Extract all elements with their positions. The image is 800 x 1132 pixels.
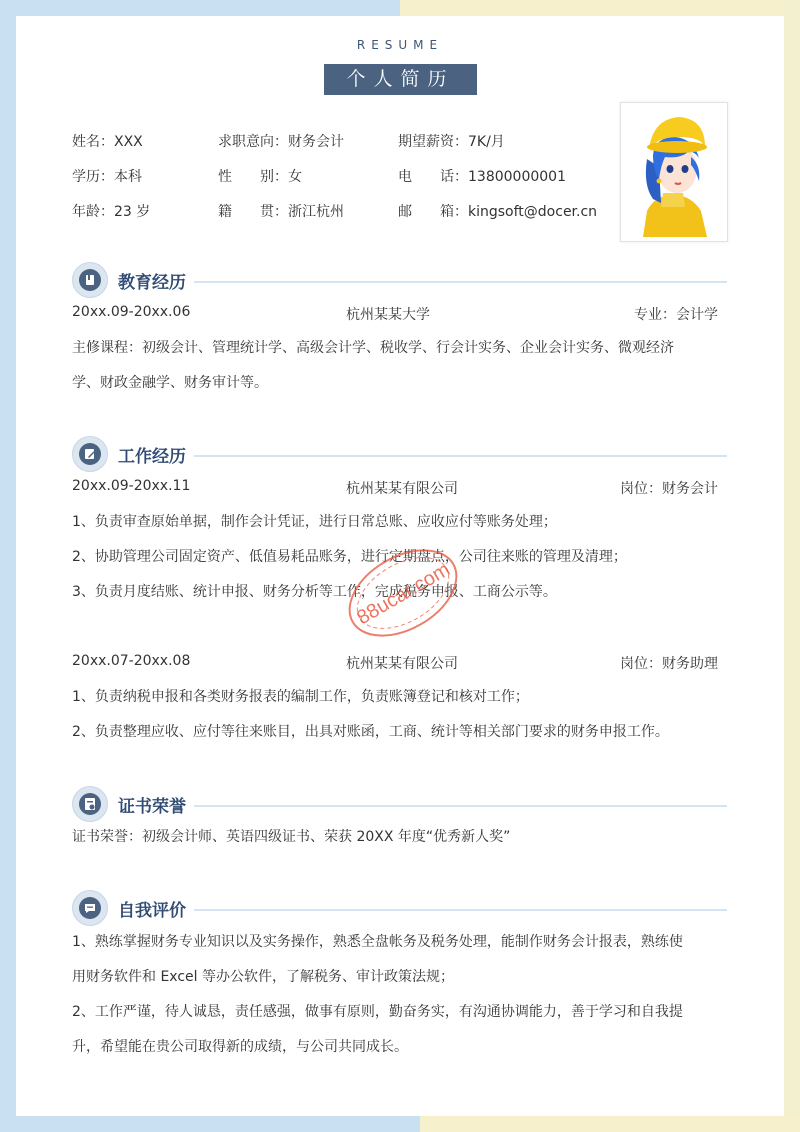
self-eval-title: 自我评价: [118, 901, 186, 921]
job2-duty: 1、负责纳税申报和各类财务报表的编制工作，负责账簿登记和核对工作；: [72, 689, 529, 705]
edu-courses: [72, 331, 728, 401]
left-blue-border: [0, 0, 16, 1132]
avatar-illustration: [625, 107, 723, 237]
section-divider: [194, 909, 727, 911]
chat-icon: [72, 890, 108, 926]
origin-value: 浙江杭州: [288, 204, 344, 220]
email-label: 邮 箱：: [398, 204, 468, 220]
edu-school: 杭州某某大学: [346, 307, 430, 323]
top-blue-border: [0, 0, 400, 16]
edu-period: 20xx.09-20xx.06: [72, 304, 191, 320]
watermark-stamp: [338, 538, 468, 648]
info-salary: 期望薪资：7K/月: [398, 134, 505, 150]
section-divider: [194, 805, 727, 807]
origin-label: 籍 贯：: [218, 204, 288, 220]
education-section-header: [72, 262, 727, 298]
info-education: 学历：本科: [72, 169, 142, 185]
page-title: 个人简历: [324, 64, 477, 95]
book-icon: [72, 262, 108, 298]
self-eval-section-header: [72, 890, 727, 926]
certificates-section-header: [72, 786, 727, 822]
gender-value: 女: [288, 169, 302, 185]
job1-position: 岗位：财务会计: [620, 481, 718, 497]
top-yellow-border: [400, 0, 800, 16]
job2-position: 岗位：财务助理: [620, 656, 718, 672]
right-yellow-border: [784, 0, 800, 1132]
job2-duties: [72, 680, 728, 750]
self-eval-text: [72, 925, 728, 1065]
resume-label: RESUME: [356, 38, 444, 52]
info-gender: [218, 166, 302, 186]
job2-period: 20xx.07-20xx.08: [72, 653, 191, 669]
info-age: 年龄：23 岁: [72, 204, 151, 220]
gender-label: 性 别：: [218, 169, 288, 185]
phone-value: 13800000001: [468, 169, 566, 185]
info-origin: [218, 201, 344, 221]
job2-duty: 2、负责整理应收、应付等往来账目，出具对账函，工商、统计等相关部门要求的财务申报工作。: [72, 724, 669, 740]
bottom-blue-border: [0, 1116, 420, 1132]
job1-duty: 1、负责审查原始单据，制作会计凭证，进行日常总账、应收应付等账务处理；: [72, 514, 557, 530]
job1-duty: 2、协助管理公司固定资产、低值易耗品账务，进行定期盘点，公司往来账的管理及清理；: [72, 549, 627, 565]
certificates-text: 证书荣誉：初级会计师、英语四级证书、荣获 20XX 年度“优秀新人奖”: [72, 829, 511, 845]
edit-icon: [72, 436, 108, 472]
edu-major: 专业：会计学: [634, 307, 718, 323]
job1-duty: 3、负责月度结账、统计申报、财务分析等工作，完成税务申报、工商公示等。: [72, 584, 557, 600]
bottom-yellow-border: [420, 1116, 800, 1132]
self-eval-line: 用财务软件和 Excel 等办公软件，了解税务、审计政策法规；: [72, 969, 454, 985]
job1-company: 杭州某某有限公司: [346, 481, 458, 497]
certificate-icon: [72, 786, 108, 822]
job2-company: 杭州某某有限公司: [346, 656, 458, 672]
email-value: kingsoft@docer.cn: [468, 204, 598, 220]
section-divider: [194, 455, 727, 457]
profile-photo: [620, 102, 728, 242]
self-eval-line: 1、熟练掌握财务专业知识以及实务操作，熟悉全盘帐务及税务处理，能制作财务会计报表，熟练使: [72, 934, 683, 950]
info-intent: 求职意向：财务会计: [218, 134, 344, 150]
education-title: 教育经历: [118, 273, 186, 293]
work-section-header: [72, 436, 727, 472]
info-name: 姓名：XXX: [72, 134, 143, 150]
job1-period: 20xx.09-20xx.11: [72, 478, 191, 494]
watermark-text: 88ucar.com: [353, 558, 454, 630]
info-phone: [398, 166, 566, 186]
edu-courses-line2: 学、财政金融学、财务审计等。: [72, 375, 268, 391]
self-eval-line: 2、工作严谨，待人诚恳，责任感强，做事有原则，勤奋务实，有沟通协调能力，善于学习和自我提: [72, 1004, 683, 1020]
info-email: [398, 201, 597, 221]
edu-courses-line1: 主修课程：初级会计、管理统计学、高级会计学、税收学、行会计实务、企业会计实务、微观经济: [72, 340, 674, 356]
section-divider: [194, 281, 727, 283]
work-title: 工作经历: [118, 447, 186, 467]
self-eval-line: 升，希望能在贵公司取得新的成绩，与公司共同成长。: [72, 1039, 408, 1055]
phone-label: 电 话：: [398, 169, 468, 185]
certificates-title: 证书荣誉: [118, 797, 186, 817]
